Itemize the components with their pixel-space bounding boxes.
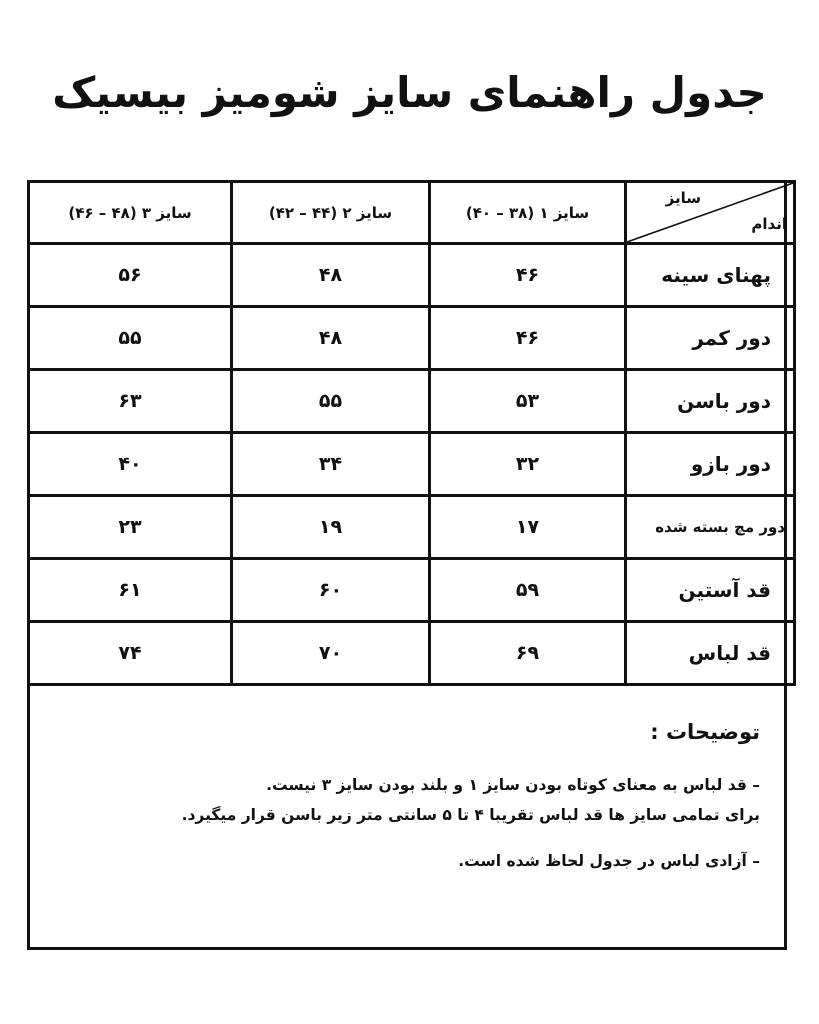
cell-size-1: ۴۶ [430, 307, 626, 370]
header-row [29, 182, 795, 244]
column-header-size-1: سایز ۱ (۳۸ – ۴۰) [430, 182, 626, 244]
cell-size-1: ۳۲ [430, 433, 626, 496]
cell-size-2: ۵۵ [232, 370, 430, 433]
row-label: پهنای سینه [626, 244, 795, 307]
note-line: – آزادی لباس در جدول لحاظ شده است. [458, 852, 760, 870]
row-label: دور کمر [626, 307, 795, 370]
column-header-size-3: سایز ۳ (۴۸ – ۴۶) [29, 182, 232, 244]
note-line: – قد لباس به معنای کوتاه بودن سایز ۱ و بلند بودن سایز ۳ نیست. [266, 776, 760, 794]
row-label: قد لباس [626, 622, 795, 685]
size-table [27, 180, 796, 686]
cell-size-3: ۲۳ [29, 496, 232, 559]
cell-size-3: ۷۴ [29, 622, 232, 685]
cell-size-1: ۶۹ [430, 622, 626, 685]
cell-size-1: ۱۷ [430, 496, 626, 559]
cell-size-2: ۷۰ [232, 622, 430, 685]
cell-size-3: ۵۵ [29, 307, 232, 370]
cell-size-2: ۶۰ [232, 559, 430, 622]
table-row [29, 622, 795, 685]
corner-header-cell [626, 182, 795, 244]
diagonal-divider [627, 183, 793, 242]
cell-size-1: ۵۳ [430, 370, 626, 433]
page-title: جدول راهنمای سایز شومیز بیسیک [52, 68, 767, 117]
cell-size-3: ۵۶ [29, 244, 232, 307]
cell-size-2: ۴۸ [232, 244, 430, 307]
table-row [29, 496, 795, 559]
table-row [29, 244, 795, 307]
corner-body-label: اندام [751, 215, 787, 233]
notes-section [60, 720, 760, 876]
cell-size-3: ۶۳ [29, 370, 232, 433]
table-row [29, 433, 795, 496]
column-header-size-2: سایز ۲ (۴۴ – ۴۲) [232, 182, 430, 244]
notes-title: توضیحات : [650, 720, 760, 744]
cell-size-2: ۴۸ [232, 307, 430, 370]
note-line: برای تمامی سایز ها قد لباس تقریبا ۴ تا ۵ سانتی متر زیر باسن قرار میگیرد. [181, 806, 760, 824]
cell-size-2: ۱۹ [232, 496, 430, 559]
cell-size-1: ۴۶ [430, 244, 626, 307]
table-row [29, 307, 795, 370]
row-label: قد آستین [626, 559, 795, 622]
cell-size-3: ۶۱ [29, 559, 232, 622]
table-row [29, 370, 795, 433]
row-label: دور باسن [626, 370, 795, 433]
row-label: دور مچ بسته شده [626, 496, 795, 559]
cell-size-2: ۳۴ [232, 433, 430, 496]
cell-size-1: ۵۹ [430, 559, 626, 622]
row-label: دور بازو [626, 433, 795, 496]
corner-size-label: سایز [665, 189, 701, 207]
cell-size-3: ۴۰ [29, 433, 232, 496]
table-row [29, 559, 795, 622]
